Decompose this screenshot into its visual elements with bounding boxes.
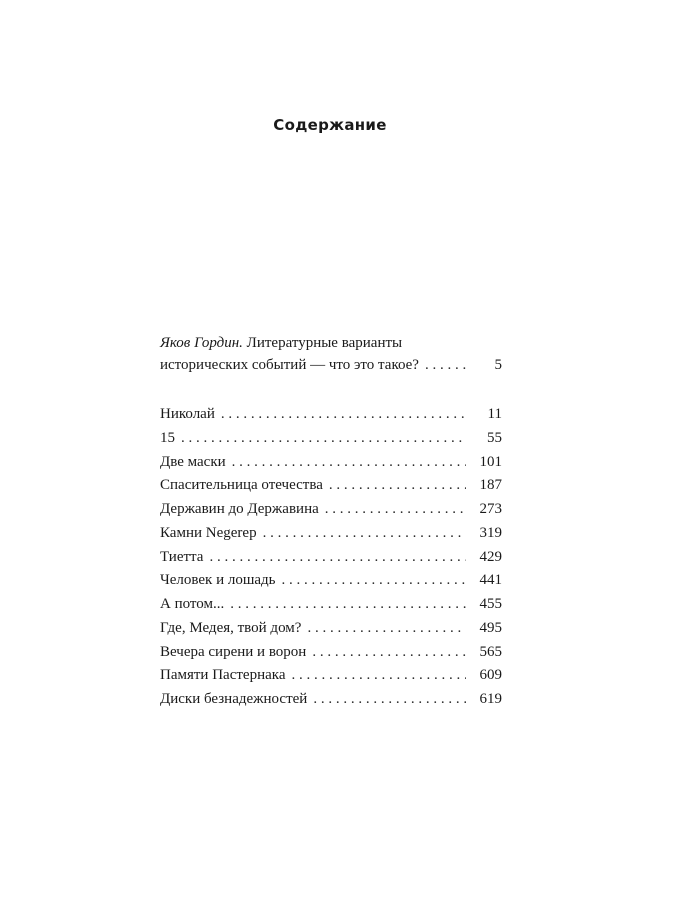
toc-entry-title: Диски безнадежностей bbox=[160, 688, 313, 712]
dot-leader bbox=[221, 403, 466, 427]
dot-leader bbox=[325, 498, 466, 522]
toc-entries bbox=[160, 403, 502, 712]
toc-entry-title: Тиетта bbox=[160, 546, 209, 570]
toc-entry-page: 565 bbox=[466, 641, 502, 665]
toc-entry-page: 273 bbox=[466, 498, 502, 522]
toc-entry[interactable] bbox=[160, 522, 502, 546]
toc-entry[interactable] bbox=[160, 474, 502, 498]
toc-entry-title: Николай bbox=[160, 403, 221, 427]
intro-entry-line-1 bbox=[160, 332, 502, 354]
intro-page-number: 5 bbox=[466, 354, 502, 376]
toc-entry[interactable] bbox=[160, 403, 502, 427]
toc-entry-page: 319 bbox=[466, 522, 502, 546]
toc-entry-page: 441 bbox=[466, 569, 502, 593]
toc-entry-title: Две маски bbox=[160, 451, 232, 475]
dot-leader bbox=[209, 546, 466, 570]
dot-leader bbox=[312, 641, 466, 665]
toc-entry-title: Камни Negerep bbox=[160, 522, 263, 546]
toc-entry-page: 495 bbox=[466, 617, 502, 641]
toc-entry-page: 609 bbox=[466, 664, 502, 688]
toc-entry[interactable] bbox=[160, 498, 502, 522]
dot-leader bbox=[307, 617, 466, 641]
toc-entry-title: Памяти Пастернака bbox=[160, 664, 291, 688]
toc-entry-page: 101 bbox=[466, 451, 502, 475]
toc-entry[interactable] bbox=[160, 427, 502, 451]
dot-leader bbox=[232, 451, 466, 475]
toc-entry[interactable] bbox=[160, 617, 502, 641]
toc-entry-page: 11 bbox=[466, 403, 502, 427]
toc-entry[interactable] bbox=[160, 664, 502, 688]
toc-entry-page: 619 bbox=[466, 688, 502, 712]
section-gap bbox=[160, 376, 502, 403]
dot-leader bbox=[291, 664, 466, 688]
toc-entry-page: 55 bbox=[466, 427, 502, 451]
toc-entry[interactable] bbox=[160, 546, 502, 570]
toc-entry-title: Человек и лошадь bbox=[160, 569, 282, 593]
dot-leader bbox=[263, 522, 466, 546]
toc-entry[interactable] bbox=[160, 641, 502, 665]
intro-entry-line-2[interactable] bbox=[160, 354, 502, 376]
intro-title-part-1: Литературные варианты bbox=[242, 335, 403, 351]
toc-entry-title: Спасительница отечества bbox=[160, 474, 329, 498]
dot-leader bbox=[313, 688, 466, 712]
dot-leader bbox=[282, 569, 466, 593]
toc-entry[interactable] bbox=[160, 451, 502, 475]
table-of-contents bbox=[160, 332, 502, 712]
toc-entry[interactable] bbox=[160, 688, 502, 712]
toc-entry-page: 429 bbox=[466, 546, 502, 570]
dot-leader bbox=[329, 474, 466, 498]
toc-entry[interactable] bbox=[160, 569, 502, 593]
toc-entry-page: 187 bbox=[466, 474, 502, 498]
intro-title-part-2: исторических событий — что это такое? bbox=[160, 354, 425, 376]
dot-leader bbox=[425, 354, 466, 376]
dot-leader bbox=[181, 427, 466, 451]
toc-entry-page: 455 bbox=[466, 593, 502, 617]
toc-entry[interactable] bbox=[160, 593, 502, 617]
toc-entry-title: Державин до Державина bbox=[160, 498, 325, 522]
toc-entry-title: Где, Медея, твой дом? bbox=[160, 617, 307, 641]
dot-leader bbox=[230, 593, 466, 617]
toc-entry-title: Вечера сирени и ворон bbox=[160, 641, 312, 665]
intro-author: Яков Гордин. bbox=[160, 335, 243, 351]
toc-entry-title: 15 bbox=[160, 427, 181, 451]
toc-entry-title: А потом... bbox=[160, 593, 230, 617]
page-title: Содержание bbox=[273, 116, 387, 134]
